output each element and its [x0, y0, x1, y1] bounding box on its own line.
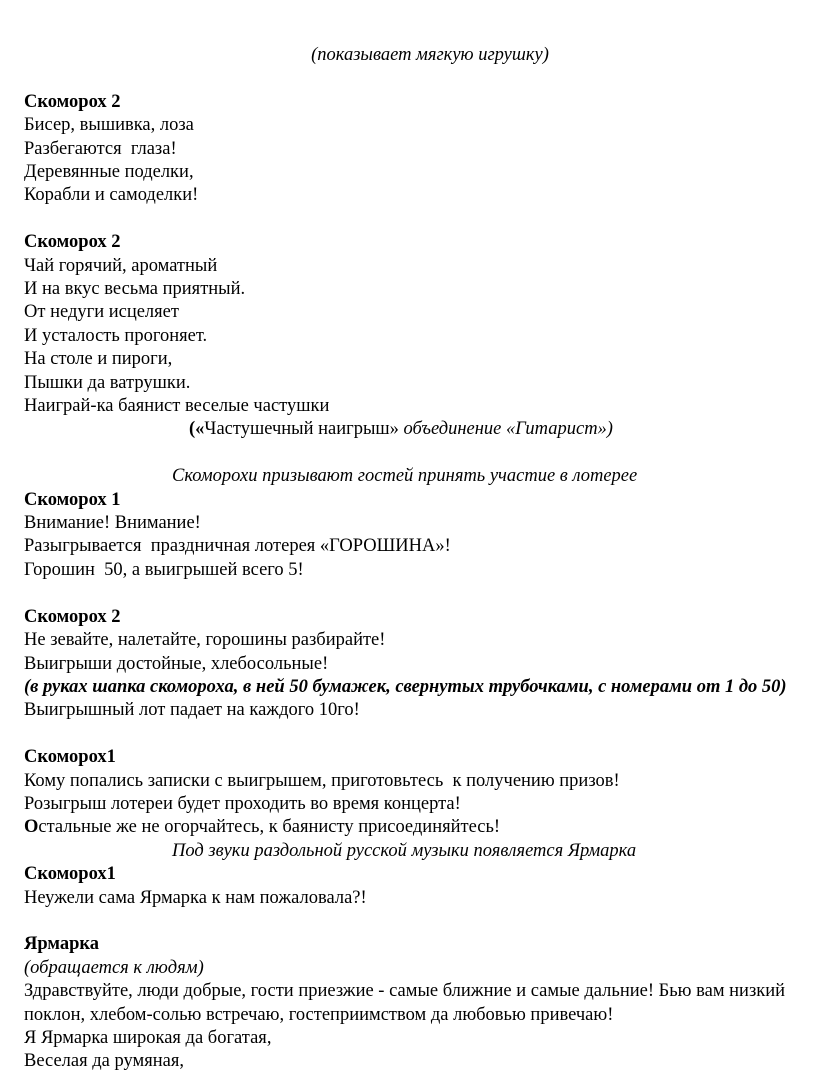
- spacer: [24, 582, 796, 605]
- stage-direction-hat: (в руках шапка скомороха, в ней 50 бумажек, свернутых трубочками, с номерами от 1 до 50): [24, 676, 787, 697]
- performance-group: объединение «Гитарист»): [403, 419, 613, 440]
- verse-line: Розыгрыш лотереи будет проходить во время концерта!: [24, 793, 461, 814]
- verse-line: Пышки да ватрушки.: [24, 372, 191, 393]
- verse-line: И усталость прогоняет.: [24, 325, 208, 346]
- drop-initial: О: [24, 817, 39, 838]
- verse-line: Наиграй-ка баянист веселые частушки: [24, 396, 330, 417]
- speaker-label: Скоморох 2: [24, 606, 121, 627]
- verse-line: На столе и пироги,: [24, 349, 173, 370]
- verse-text: стальные же не огорчайтесь, к баянисту присоединяйтесь!: [38, 817, 501, 838]
- verse-line: Кому попались записки с выигрышем, приготовьтесь к получению призов!: [24, 770, 620, 791]
- speech-block-4: [24, 606, 796, 723]
- speaker-label: Скоморох1: [24, 864, 116, 885]
- speaker-label: Ярмарка: [24, 934, 100, 955]
- verse-line: Не зевайте, налетайте, горошины разбирайте!: [24, 630, 386, 651]
- stage-direction-toy: (показывает мягкую игрушку): [311, 45, 549, 65]
- spacer: [24, 910, 796, 933]
- spacer: [24, 208, 796, 231]
- speaker-label: Скоморох 2: [24, 91, 121, 112]
- speech-block-5: [24, 746, 796, 840]
- verse-line: Разбегаются глаза!: [24, 138, 177, 159]
- speaker-label: Скоморох 2: [24, 232, 121, 253]
- verse-line: И на вкус весьма приятный.: [24, 279, 246, 300]
- speech-block-3: [24, 489, 796, 583]
- speech-paragraph: Здравствуйте, люди добрые, гости приезжие - самые ближние и самые дальние! Бью вам низкий поклон, хлебом-солью встречаю, гостеприимством да любовью привечаю!: [24, 981, 786, 1025]
- verse-line: Внимание! Внимание!: [24, 513, 201, 534]
- speaker-label: Скоморох1: [24, 747, 116, 768]
- verse-line: Выигрыши достойные, хлебосольные!: [24, 653, 329, 674]
- verse-line: Я Ярмарка широкая да богатая,: [24, 1027, 272, 1048]
- spacer: [24, 723, 796, 746]
- spacer: [24, 67, 796, 90]
- speech-block-7: [24, 933, 796, 1073]
- verse-line: Разыгрывается праздничная лотерея «ГОРОШИНА»!: [24, 536, 451, 557]
- speech-block-2: [24, 231, 796, 442]
- verse-line: Деревянные поделки,: [24, 162, 194, 183]
- verse-line: Бисер, вышивка, лоза: [24, 115, 194, 136]
- verse-line: Веселая да румяная,: [24, 1051, 184, 1072]
- performance-title: Частушечный наигрыш»: [204, 419, 399, 440]
- speech-block-6: [24, 863, 796, 910]
- verse-line: Корабли и самоделки!: [24, 185, 199, 206]
- speech-block-1: [24, 91, 796, 208]
- stage-direction-fair: Под звуки раздольной русской музыки появляется Ярмарка: [172, 840, 637, 861]
- performance-open-quote: («: [189, 419, 205, 440]
- verse-line: Чай горячий, ароматный: [24, 255, 218, 276]
- verse-line: От недуги исцеляет: [24, 302, 179, 323]
- verse-line: Неужели сама Ярмарка к нам пожаловала?!: [24, 887, 367, 908]
- verse-line: [24, 816, 796, 839]
- stage-direction-people: (обращается к людям): [24, 957, 204, 978]
- verse-line: Горошин 50, а выигрышей всего 5!: [24, 559, 304, 580]
- spacer: [24, 442, 796, 465]
- verse-line: Выигрышный лот падает на каждого 10го!: [24, 700, 360, 721]
- stage-direction-lottery: Скоморохи призывают гостей принять участие в лотерее: [172, 466, 638, 487]
- performance-note: [24, 418, 796, 441]
- speaker-label: Скоморох 1: [24, 489, 121, 510]
